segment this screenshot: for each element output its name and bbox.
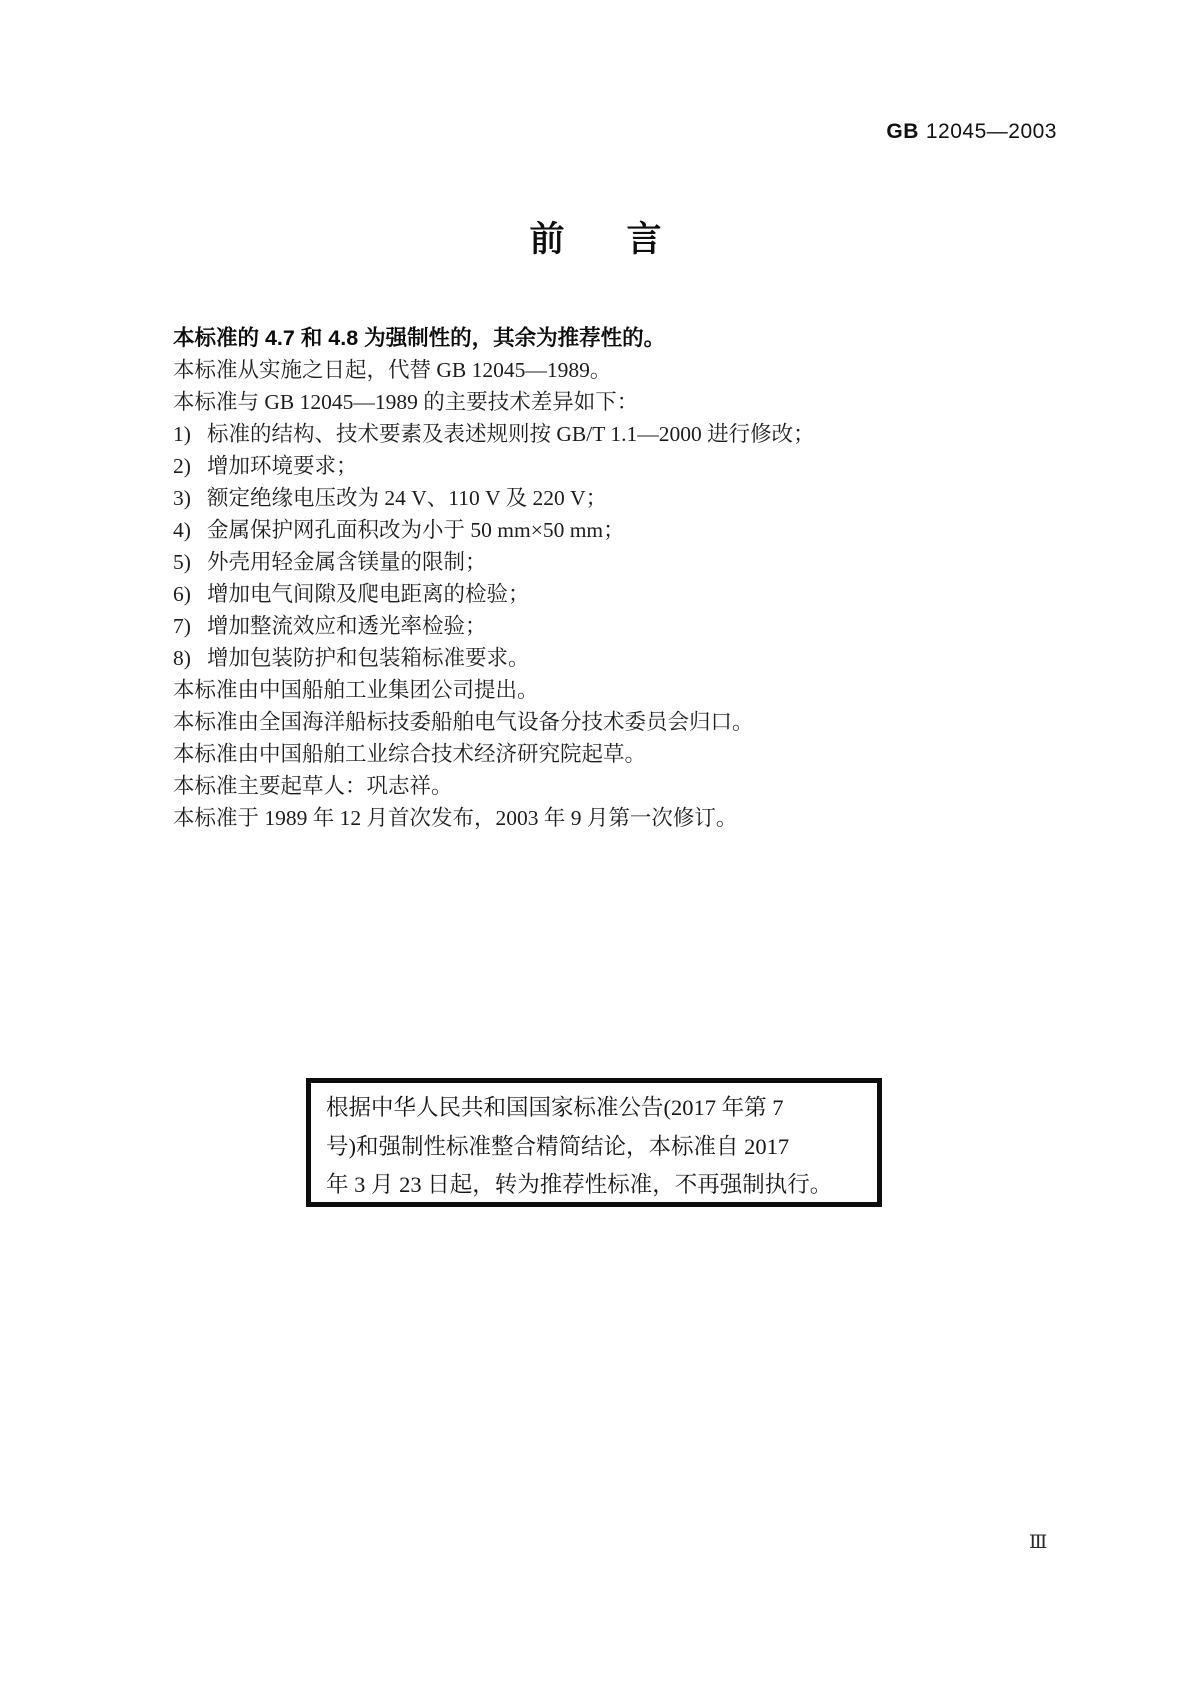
- foreword-body: [173, 322, 1073, 834]
- change-item-number: 2): [173, 454, 191, 478]
- drafter-line: 本标准主要起草人：巩志祥。: [173, 774, 453, 798]
- change-item-number: 7): [173, 614, 191, 638]
- change-item-3: [173, 482, 1073, 514]
- title-char-first: 前: [529, 220, 565, 259]
- change-item-2: [173, 450, 1073, 482]
- change-item-text: 额定绝缘电压改为 24 V、110 V 及 220 V；: [207, 486, 608, 510]
- change-item-7: [173, 610, 1073, 642]
- change-item-text: 增加环境要求；: [207, 454, 358, 478]
- revision-history-line: 本标准于 1989 年 12 月首次发布，2003 年 9 月第一次修订。: [173, 806, 738, 830]
- change-item-1: [173, 418, 1073, 450]
- proposed-by-line: 本标准由中国船舶工业集团公司提出。: [173, 678, 539, 702]
- change-item-text: 金属保护网孔面积改为小于 50 mm×50 mm；: [207, 518, 625, 542]
- title-char-second: 言: [626, 220, 662, 259]
- change-item-number: 5): [173, 550, 191, 574]
- change-item-text: 增加包装防护和包装箱标准要求。: [207, 646, 530, 670]
- standard-code-number: 12045—2003: [925, 120, 1057, 143]
- notice-line-2: 号)和强制性标准整合精简结论，本标准自 2017: [326, 1133, 790, 1159]
- differences-intro-line: 本标准与 GB 12045—1989 的主要技术差异如下：: [173, 390, 639, 414]
- notice-box: [306, 1078, 882, 1207]
- standard-code-prefix: GB: [886, 120, 919, 143]
- change-item-8: [173, 642, 1073, 674]
- change-item-number: 4): [173, 518, 191, 542]
- standard-code: [886, 120, 1057, 144]
- change-item-text: 标准的结构、技术要素及表述规则按 GB/T 1.1—2000 进行修改；: [207, 422, 815, 446]
- change-item-number: 1): [173, 422, 191, 446]
- change-item-text: 增加整流效应和透光率检验；: [207, 614, 487, 638]
- change-item-number: 3): [173, 486, 191, 510]
- change-item-text: 增加电气间隙及爬电距离的检验；: [207, 582, 530, 606]
- notice-line-3: 年 3 月 23 日起，转为推荐性标准，不再强制执行。: [326, 1172, 833, 1197]
- change-item-text: 外壳用轻金属含镁量的限制；: [207, 550, 487, 574]
- change-item-5: [173, 546, 1073, 578]
- change-item-number: 6): [173, 582, 191, 606]
- notice-line-1: 根据中华人民共和国国家标准公告(2017 年第 7: [326, 1095, 784, 1120]
- replacement-line: 本标准从实施之日起，代替 GB 12045—1989。: [173, 358, 612, 382]
- mandatory-clause-line: 本标准的 4.7 和 4.8 为强制性的，其余为推荐性的。: [173, 326, 666, 350]
- centralized-by-line: 本标准由全国海洋船标技委船舶电气设备分技术委员会归口。: [173, 710, 754, 734]
- change-item-number: 8): [173, 646, 191, 670]
- drafted-by-line: 本标准由中国船舶工业综合技术经济研究院起草。: [173, 742, 647, 766]
- page-title: [0, 221, 1191, 260]
- page-number: Ⅲ: [1029, 1532, 1048, 1553]
- change-item-4: [173, 514, 1073, 546]
- change-item-6: [173, 578, 1073, 610]
